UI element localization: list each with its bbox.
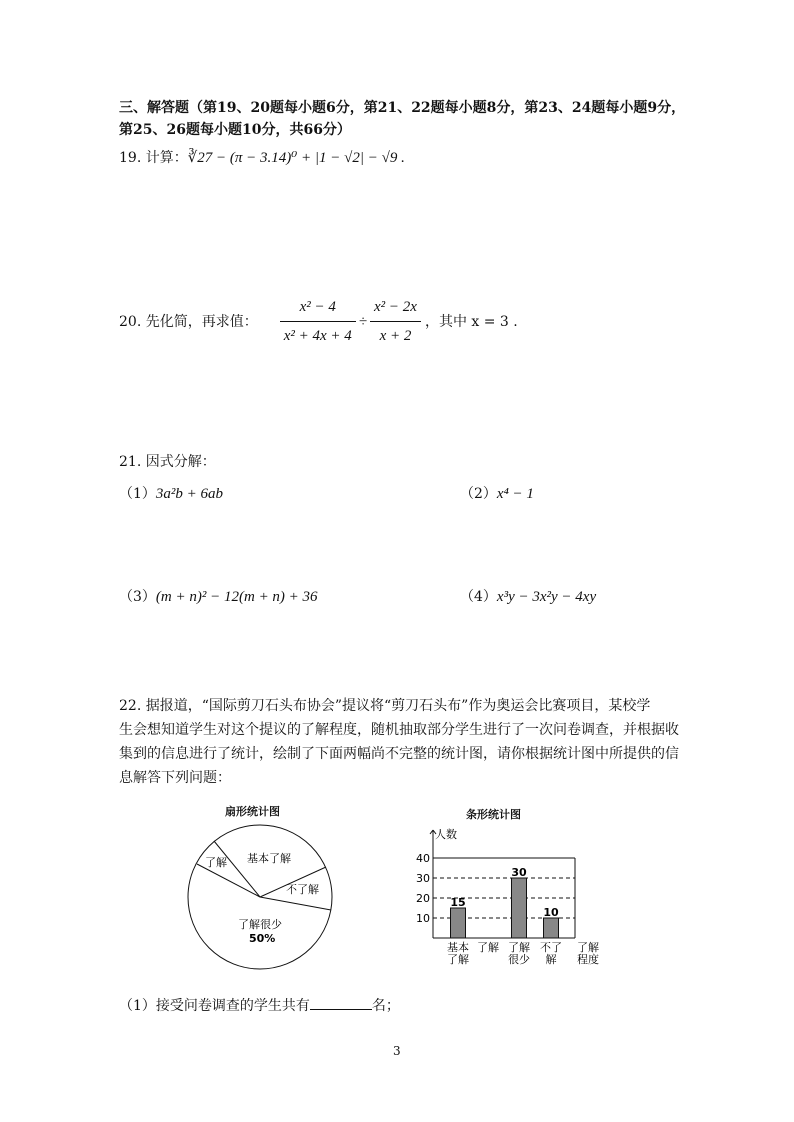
pie-chart <box>180 820 350 970</box>
section-heading-line2: 第25、26题每小题10分，共66分） <box>119 122 351 138</box>
q19-expression: ∛27 − (π − 3.14)⁰ + |1 − √2| − √9 . <box>187 150 405 166</box>
q21-part-4 <box>460 586 596 608</box>
bar-chart <box>405 822 605 974</box>
x-tick-label-3-1: 解 <box>545 953 557 966</box>
q22-line-3: 集到的信息进行了统计，绘制了下面两幅尚不完整的统计图，请你根据统计图中所提供的信 <box>119 746 679 762</box>
q21-part-1 <box>119 483 223 505</box>
pie-label-percent: 50% <box>249 932 276 945</box>
q21-p3-label: （3） <box>119 589 156 605</box>
q22-sub1-prefix: （1）接受问卷调查的学生共有 <box>119 998 310 1014</box>
y-tick-label-30: 30 <box>416 872 430 885</box>
section-heading-line1: 三、解答题（第19、20题每小题6分，第21、22题每小题8分，第23、24题每小题9分， <box>119 100 686 116</box>
q21-p2-label: （2） <box>460 486 497 502</box>
q20-frac2-denominator: x + 2 <box>379 328 412 344</box>
q20-frac1-numerator: x² − 4 <box>280 296 356 322</box>
x-axis-label-line-2: 程度 <box>577 953 599 966</box>
pie-label-little: 了解很少 <box>238 918 282 931</box>
pie-label-know: 了解 <box>205 856 227 869</box>
q21-p4-label: （4） <box>460 589 497 605</box>
q20-label: 20. 先化简，再求值： <box>119 313 258 330</box>
pie-chart-title: 扇形统计图 <box>225 805 280 818</box>
x-tick-label-1-0: 了解 <box>477 941 499 954</box>
bar-value-label-0: 15 <box>450 896 466 909</box>
q20-fraction-1 <box>280 296 356 347</box>
pie-label-basic: 基本了解 <box>247 852 291 865</box>
pie-divider-4 <box>260 897 331 910</box>
q20-frac2-numerator: x² − 2x <box>370 296 421 322</box>
x-tick-label-3-0: 不了 <box>540 941 562 954</box>
q21-p1-label: （1） <box>119 486 156 502</box>
bar-2 <box>512 878 527 938</box>
q20-divide-sign: ÷ <box>358 313 368 330</box>
bar-value-label-2: 30 <box>511 866 527 879</box>
x-axis-label-line-1: 了解 <box>577 941 599 954</box>
bar-chart-ylabel: 人数 <box>435 828 457 841</box>
q21-p1-expression: 3a²b + 6ab <box>155 486 224 502</box>
pie-label-dont-know: 不了解 <box>286 883 319 896</box>
q21-p4-expression: x³y − 3x²y − 4xy <box>496 589 597 605</box>
pie-divider-1 <box>214 841 260 897</box>
answer-blank[interactable] <box>310 995 372 1010</box>
bar-chart-title: 条形统计图 <box>466 808 521 821</box>
q21-part-3 <box>119 586 318 608</box>
x-tick-label-0-1: 了解 <box>447 953 469 966</box>
x-tick-label-0-0: 基本 <box>447 941 469 954</box>
bar-3 <box>544 918 559 938</box>
q20-condition: ，其中 x = 3 . <box>424 313 518 330</box>
q20-frac1-denominator: x² + 4x + 4 <box>283 328 352 344</box>
q20-fraction-2 <box>370 296 421 347</box>
y-tick-label-20: 20 <box>416 892 430 905</box>
q22-sub1-suffix: 名； <box>371 998 400 1014</box>
x-tick-label-2-0: 了解 <box>508 941 530 954</box>
q22-subquestion-1 <box>119 995 400 1017</box>
q22-line-2: 生会想知道学生对这个提议的了解程度，随机抽取部分学生进行了一次问卷调查，并根据收 <box>119 722 679 738</box>
question-19 <box>119 147 405 169</box>
y-tick-label-40: 40 <box>416 852 430 865</box>
page-number: 3 <box>393 1044 401 1058</box>
q21-part-2 <box>460 483 534 505</box>
q22-line-1: 22. 据报道，“国际剪刀石头布协会”提议将“剪刀石头布”作为奥运会比赛项目，某校学 <box>119 698 651 714</box>
bar-0 <box>451 908 466 938</box>
x-tick-label-2-1: 很少 <box>508 953 530 966</box>
question-20 <box>119 296 518 347</box>
q21-p3-expression: (m + n)² − 12(m + n) + 36 <box>155 589 318 605</box>
q21-label: 21. 因式分解： <box>119 454 216 470</box>
bar-value-label-3: 10 <box>543 906 559 919</box>
y-tick-label-10: 10 <box>416 912 430 925</box>
q22-line-4: 息解答下列问题： <box>119 770 231 786</box>
q21-p2-expression: x⁴ − 1 <box>496 486 534 502</box>
q19-label: 19. 计算： <box>119 150 188 166</box>
